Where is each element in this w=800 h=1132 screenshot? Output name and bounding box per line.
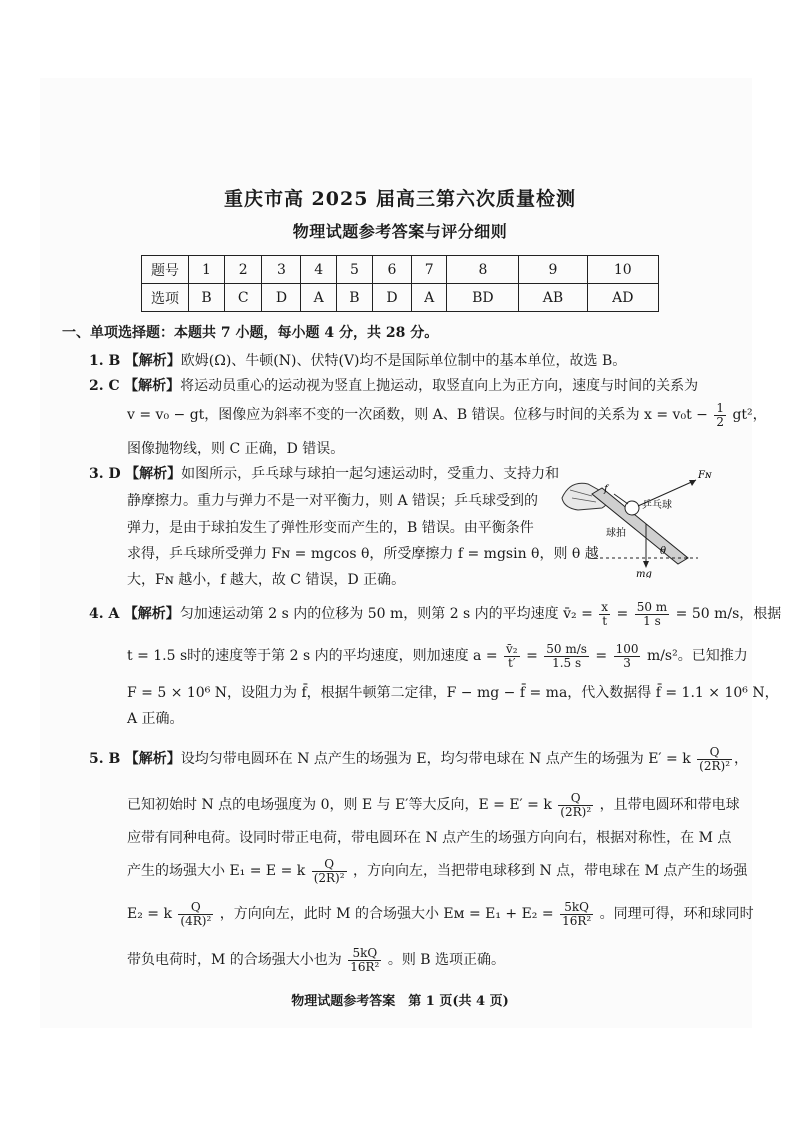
denominator: t′ bbox=[508, 655, 516, 670]
fig-label-mg: mg bbox=[636, 569, 652, 578]
table-cell: 1 bbox=[189, 256, 225, 284]
question-text: 已知初始时 N 点的电场强度为 0，则 E 与 E′等大反向，E = E′ = k bbox=[127, 797, 552, 814]
numerator: Q bbox=[178, 901, 213, 915]
fraction bbox=[558, 792, 593, 818]
table-cell: 8 bbox=[447, 256, 519, 284]
question-text: 设均匀带电圆环在 N 点产生的场强为 E，均匀带电球在 N 点产生的场强为 E′ = k bbox=[180, 751, 691, 768]
fig-label-fn: Fɴ bbox=[698, 470, 712, 481]
document-subtitle: 物理试题参考答案与评分细则 bbox=[292, 222, 508, 241]
question-text: 匀加速运动第 2 s 内的位移为 50 m，则第 2 s 内的平均速度 v̄₂ = bbox=[179, 606, 593, 623]
table-cell: B bbox=[336, 284, 372, 312]
numerator: Q bbox=[558, 792, 593, 806]
question-4-line-1 bbox=[89, 601, 781, 627]
analysis-tag: 【解析】 bbox=[124, 751, 181, 768]
question-text: 如图所示，乒乓球与球拍一起匀速运动时，受重力、支持力和 bbox=[181, 466, 560, 482]
question-3-line-3: 弹力，是由于球拍发生了弹性形变而产生的，B 错误。由平衡条件 bbox=[127, 520, 534, 536]
table-cell: B bbox=[189, 284, 225, 312]
denominator: t bbox=[602, 613, 608, 628]
fraction bbox=[635, 601, 669, 627]
question-text: 。则 B 选项正确。 bbox=[387, 952, 506, 969]
question-5-line-2 bbox=[127, 792, 740, 818]
analysis-tag: 【解析】 bbox=[123, 606, 180, 623]
denominator: 3 bbox=[623, 655, 631, 670]
answer-table-number-row bbox=[142, 256, 659, 284]
question-5-line-6 bbox=[127, 947, 505, 973]
fraction bbox=[312, 858, 347, 884]
fraction bbox=[348, 947, 381, 973]
fig-label-racket: 球拍 bbox=[606, 528, 626, 539]
equals-sign: = bbox=[616, 606, 629, 623]
answer-table bbox=[141, 255, 659, 312]
fraction bbox=[544, 643, 589, 669]
numerator: v̄₂ bbox=[506, 642, 518, 656]
question-3-line-5: 大，Fɴ 越小，f 越大，故 C 错误，D 正确。 bbox=[127, 572, 406, 588]
numerator: 100 bbox=[615, 642, 639, 656]
question-5-line-4 bbox=[127, 858, 747, 884]
question-number: 3. D bbox=[89, 466, 121, 482]
question-text: 产生的场强大小 E₁ = E = k bbox=[127, 863, 306, 880]
table-cell: 2 bbox=[225, 256, 262, 284]
row-label-answer: 选项 bbox=[142, 284, 189, 312]
question-2-line-2 bbox=[127, 402, 767, 428]
fraction bbox=[697, 746, 732, 772]
denominator: (2R)² bbox=[313, 870, 345, 885]
analysis-tag: 【解析】 bbox=[125, 466, 182, 482]
question-4-line-2 bbox=[127, 643, 748, 669]
numerator: Q bbox=[697, 746, 732, 760]
fraction bbox=[599, 601, 610, 627]
document-title: 重庆市高 2025 届高三第六次质量检测 bbox=[223, 188, 577, 210]
fraction bbox=[714, 402, 726, 428]
question-number: 1. B bbox=[89, 353, 121, 369]
numerator: x bbox=[601, 600, 609, 614]
question-text: 将运动员重心的运动视为竖直上抛运动，取竖直向上为正方向，速度与时间的关系为 bbox=[180, 378, 699, 394]
table-cell: A bbox=[301, 284, 336, 312]
question-text: ，方向向左，此时 M 的合场强大小 Eᴍ = E₁ + E₂ = bbox=[219, 906, 554, 923]
question-text: ，方向向左，当把带电球移到 N 点，带电球在 M 点产生的场强 bbox=[353, 863, 748, 880]
denominator: (2R)² bbox=[560, 804, 592, 819]
question-2-line-1 bbox=[89, 379, 698, 393]
fraction bbox=[504, 643, 520, 669]
racket-force-figure bbox=[548, 466, 718, 578]
numerator: 5kQ bbox=[348, 947, 381, 961]
denominator: 16R² bbox=[562, 913, 592, 928]
question-3-line-1 bbox=[89, 467, 559, 481]
table-cell: D bbox=[262, 284, 301, 312]
question-text: = 50 m/s，根据 bbox=[675, 606, 782, 623]
question-text: 欧姆(Ω)、牛顿(N)、伏特(V)均不是国际单位制中的基本单位，故选 B。 bbox=[180, 353, 627, 369]
table-cell: 10 bbox=[587, 256, 658, 284]
table-cell: 9 bbox=[519, 256, 587, 284]
row-label-number: 题号 bbox=[142, 256, 189, 284]
arrow-head bbox=[643, 561, 649, 568]
question-text: E₂ = k bbox=[127, 906, 172, 923]
table-cell: AB bbox=[519, 284, 587, 312]
table-cell: 6 bbox=[372, 256, 411, 284]
numerator: Q bbox=[312, 858, 347, 872]
question-number: 2. C bbox=[89, 378, 120, 394]
question-4-line-4: A 正确。 bbox=[127, 711, 184, 727]
question-1-line bbox=[89, 354, 626, 368]
question-text: ，且带电圆环和带电球 bbox=[599, 797, 740, 814]
question-text: 带负电荷时，M 的合场强大小也为 bbox=[127, 952, 342, 969]
question-number: 4. A bbox=[89, 606, 120, 623]
page-footer: 物理试题参考答案 第 1 页(共 4 页) bbox=[291, 994, 509, 1009]
section-heading: 一、单项选择题：本题共 7 小题，每小题 4 分，共 28 分。 bbox=[62, 325, 439, 341]
question-text: 。同理可得，环和球同时 bbox=[599, 906, 754, 923]
question-4-line-3: F = 5 × 10⁶ N，设阻力为 f̄，根据牛顿第二定律，F − mg − f̄ = ma，代入数据得 f̄ = 1.1 × 10⁶ N， bbox=[127, 685, 779, 701]
fig-label-f: f bbox=[604, 484, 608, 495]
fraction bbox=[614, 643, 641, 669]
fraction bbox=[178, 901, 213, 927]
question-3-line-4: 求得，乒乓球所受弹力 Fɴ = mgcos θ，所受摩擦力 f = mgsin θ，则 θ 越 bbox=[127, 546, 599, 562]
racket-bar bbox=[592, 488, 688, 564]
table-cell: 5 bbox=[336, 256, 372, 284]
denominator: 2 bbox=[716, 414, 724, 429]
equals-sign: = bbox=[526, 648, 538, 665]
question-5-line-1 bbox=[89, 746, 748, 772]
equals-sign: = bbox=[595, 648, 608, 665]
answer-table-answer-row bbox=[142, 284, 659, 312]
question-text: gt²， bbox=[732, 407, 767, 424]
numerator: 50 m bbox=[636, 600, 668, 614]
question-number: 5. B bbox=[89, 751, 121, 768]
table-cell: D bbox=[372, 284, 411, 312]
table-cell: BD bbox=[447, 284, 519, 312]
question-2-line-3: 图像抛物线，则 C 正确，D 错误。 bbox=[127, 441, 345, 457]
denominator: (2R)² bbox=[699, 758, 731, 773]
numerator: 5kQ bbox=[560, 901, 593, 915]
numerator: 50 m/s bbox=[546, 642, 587, 656]
question-text: v = v₀ − gt，图像应为斜率不变的一次函数，则 A、B 错误。位移与时间的关系为 x = v₀t − bbox=[127, 407, 708, 424]
table-cell: A bbox=[412, 284, 447, 312]
denominator: 1 s bbox=[643, 613, 661, 628]
question-text: ， bbox=[734, 751, 749, 768]
analysis-tag: 【解析】 bbox=[124, 353, 181, 369]
question-3-line-2: 静摩擦力。重力与弹力不是一对平衡力，则 A 错误；乒乓球受到的 bbox=[127, 493, 539, 509]
fig-label-theta: θ bbox=[660, 546, 667, 557]
table-cell: 4 bbox=[301, 256, 336, 284]
denominator: 1.5 s bbox=[552, 655, 582, 670]
question-5-line-5 bbox=[127, 901, 754, 927]
numerator: 1 bbox=[716, 401, 724, 415]
table-cell: 3 bbox=[262, 256, 301, 284]
fraction bbox=[560, 901, 593, 927]
denominator: (4R)² bbox=[180, 913, 212, 928]
question-text: m/s²。已知推力 bbox=[646, 648, 748, 665]
table-cell: C bbox=[225, 284, 262, 312]
fig-label-ball: 乒乓球 bbox=[642, 500, 672, 511]
question-text: t = 1.5 s时的速度等于第 2 s 内的平均速度，则加速度 a = bbox=[127, 648, 498, 665]
analysis-tag: 【解析】 bbox=[124, 378, 181, 394]
question-5-line-3: 应带有同种电荷。设同时带正电荷，带电圆环在 N 点产生的场强方向向右，根据对称性，在 M 点 bbox=[127, 830, 732, 846]
table-cell: AD bbox=[587, 284, 658, 312]
table-cell: 7 bbox=[412, 256, 447, 284]
denominator: 16R² bbox=[350, 959, 380, 974]
